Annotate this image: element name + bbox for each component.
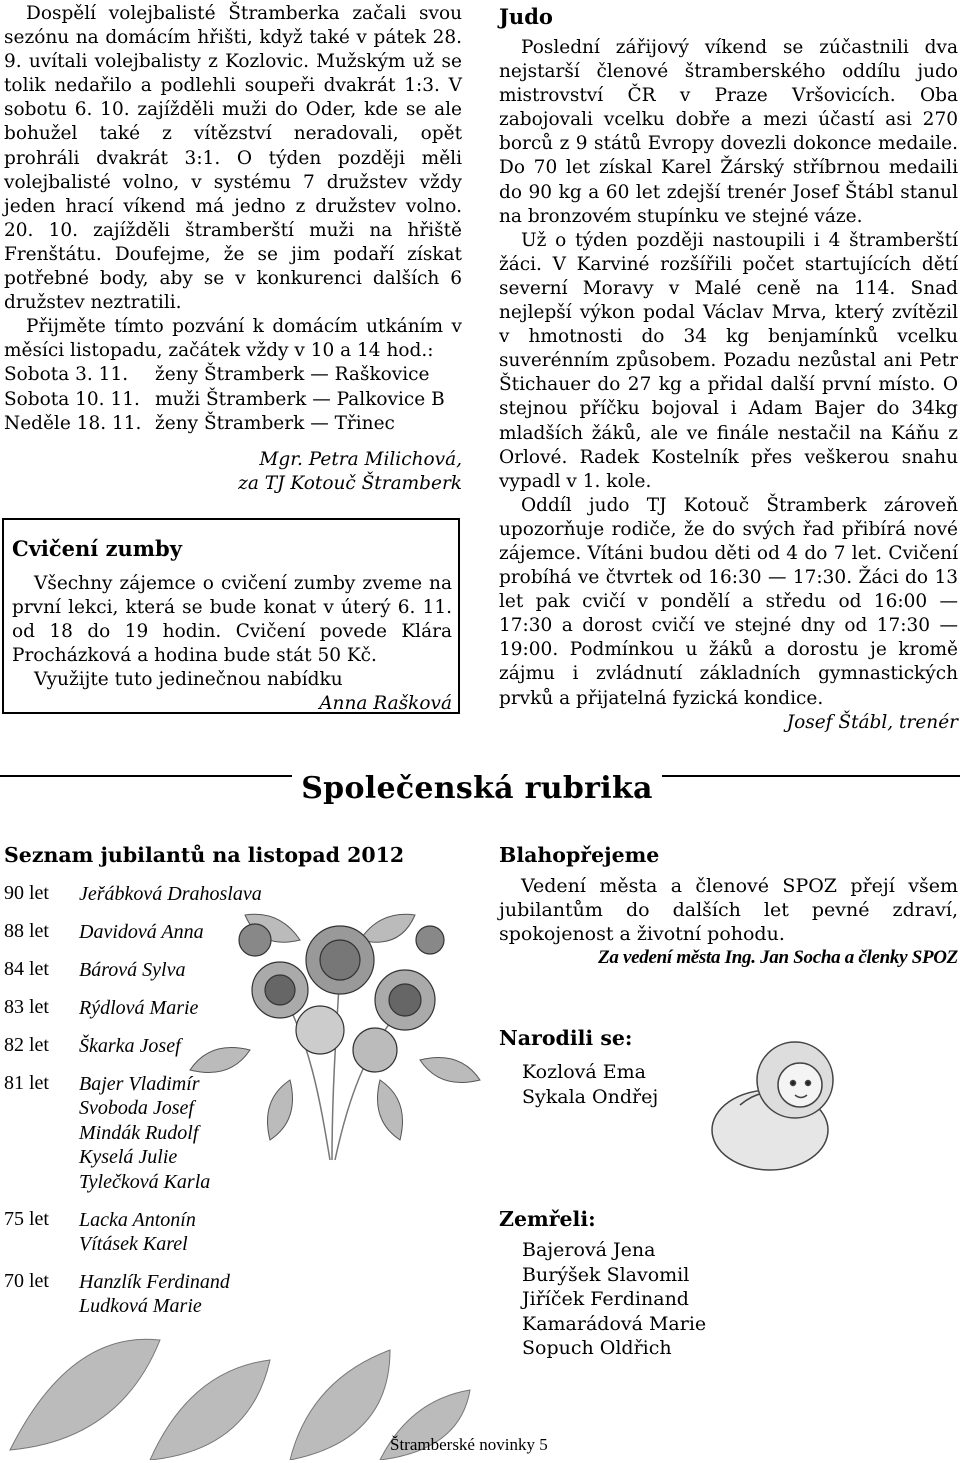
- schedule-row: Sobota 10. 11. muži Štramberk — Palkovice B: [4, 388, 445, 410]
- congrats-title: Blahopřejeme: [499, 843, 660, 867]
- jubilee-row: 75 let Lacka Antonín Vításek Karel: [4, 1208, 196, 1256]
- section-banner: [292, 768, 662, 810]
- volleyball-paragraph-2: Přijměte tímto pozvání k domácím utkáním v měsíci listopadu, začátek vždy v 10 a 14 hod.:: [4, 316, 462, 362]
- volleyball-paragraph-1: Dospělí volejbalisté Štramberka začali svou sezónu na domácím hřišti, když také v pátek 28. 9. uvítali volejbalisty z Kozlovic. Mužským už se tolik nedařilo a podlehli soupeři dvakrát 1:3. V sobotu 6. 10. zajížděli muži do Oder, kde se ale bohužel také z vítězství neradovali, opět prohráli dvakrát 3:1. O týden později měli volejbalisté volno, v systému 7 družstev vždy jeden hrací víkend má jedno z družstev volno. 20. 10. zajížděli štramberští muži na hřiště Frenštátu. Doufejme, že se jim podaří získat potřebné body, aby se v konkurenci dalších 6 družstev neztratili.: [4, 3, 462, 314]
- jubilee-row: 81 let Bajer Vladimír Svoboda Josef Mindák Rudolf Kyselá Julie Tylečková Karla: [4, 1072, 211, 1193]
- died-title: Zemřeli:: [499, 1207, 596, 1231]
- schedule-row: Neděle 18. 11. ženy Štramberk — Třinec: [4, 412, 395, 434]
- volleyball-article: [4, 2, 462, 496]
- page-footer: Štramberské novinky 5: [390, 1435, 548, 1454]
- judo-signature: Josef Štábl, trenér: [786, 711, 958, 733]
- judo-paragraph-3: Oddíl judo TJ Kotouč Štramberk zároveň upozorňuje rodiče, že do svých řad přibírá nové zájemce. Vítáni budou děti od 4 do 7 let. Cvičení probíhá ve čtvrtek od 16:30 — 17:30. Žáci do 13 let pak cvičí v pondělí a středu od 16:00 — 17:30 a dorost cvičí ve stejné dny od 17:30 — 19:00. Podmínkou u žáků a dorostu je kromě zájmu i zvládnutí základních gymnastických prvků a přijatelná fyzická kondice.: [499, 494, 958, 709]
- jubilee-row: 84 let Bárová Sylva: [4, 958, 186, 981]
- list-item: Sopuch Oldřich: [522, 1337, 672, 1359]
- jubilee-row: 82 let Škarka Josef: [4, 1034, 181, 1057]
- list-item: Bajerová Jena: [522, 1239, 656, 1261]
- volleyball-signature-name: Mgr. Petra Milichová,: [259, 448, 462, 470]
- born-title: Narodili se:: [499, 1026, 633, 1050]
- list-item: Sykala Ondřej: [522, 1085, 659, 1108]
- judo-paragraph-2: Už o týden později nastoupili i 4 štramberští žáci. V Karviné rozšířili počet startujících dětí severní Moravy v Malé ceně na 114. Snad nejlepší výkon podal Václav Mrva, který zvítězil v hmotnosti do 34 kg benjamínků vcelku suverénním způsobem. Pozadu nezůstal ani Petr Štichauer do 27 kg a přidal další první místo. O stejnou příčku bojoval i Adam Bajer do 34kg mladších žáků, ale ve finále nestačil na Káňu z Orlové. Radek Kostelník přes veškerou snahu vypadl v 1. kole.: [499, 229, 958, 492]
- match-schedule: [4, 363, 462, 435]
- zumba-text-2: Využijte tuto jedinečnou nabídku: [34, 669, 343, 691]
- list-item: Jiříček Ferdinand: [522, 1288, 689, 1310]
- list-item: Burýšek Slavomil: [522, 1263, 690, 1286]
- zumba-box: [2, 518, 460, 714]
- congrats-text: Vedení města a členové SPOZ přejí všem jubilantům do dalších let pevné zdraví, spokojenost a životní pohodu.: [499, 875, 958, 946]
- section-banner-title: Společenská rubrika: [301, 771, 653, 806]
- born-list: [522, 1060, 658, 1109]
- flower-bouquet-illustration: [160, 820, 500, 1170]
- judo-article: [499, 36, 958, 735]
- judo-paragraph-1: Poslední zářijový víkend se zúčastnili dva nejstarší členové štramberského oddílu judo mistrovství ČR v Praze Vršovicích. Oba zabojovali vcelku dobře a mezi účastí asi 270 borců z 9 států Evropy dovezli dokonce medaile. Do 70 let získal Karel Žárský stříbrnou medaili do 90 kg a 60 let zdejší trenér Josef Štábl stanul na bronzovém stupínku ve stejné váze.: [499, 37, 958, 227]
- schedule-row: Sobota 3. 11. ženy Štramberk — Raškovice: [4, 364, 430, 386]
- jubilee-row: 70 let Hanzlík Ferdinand Ludková Marie: [4, 1270, 230, 1318]
- jubilee-row: 83 let Rýdlová Marie: [4, 996, 199, 1019]
- judo-title: Judo: [499, 4, 553, 29]
- zumba-text: Všechny zájemce o cvičení zumby zveme na první lekci, která se bude konat v úterý 6. 11. od 18 do 19 hodin. Cvičení povede Klára Procházková a hodina bude stát 50 Kč.: [12, 573, 452, 667]
- jubilee-title: Seznam jubilantů na listopad 2012: [4, 843, 405, 867]
- zumba-title: Cvičení zumby: [12, 536, 182, 561]
- volleyball-signature-org: za TJ Kotouč Štramberk: [238, 472, 462, 494]
- list-item: Kamarádová Marie: [522, 1312, 707, 1335]
- congrats-signature: Za vedení města Ing. Jan Socha a členky SPOZ: [598, 947, 958, 969]
- died-list: [522, 1238, 706, 1361]
- zumba-signature: Anna Rašková: [319, 693, 452, 715]
- baby-illustration: [700, 1035, 850, 1175]
- jubilee-row: 90 let Jeřábková Drahoslava: [4, 882, 262, 905]
- list-item: Kozlová Ema: [522, 1061, 646, 1083]
- jubilee-row: 88 let Davidová Anna: [4, 920, 204, 943]
- congrats-block: [499, 874, 958, 970]
